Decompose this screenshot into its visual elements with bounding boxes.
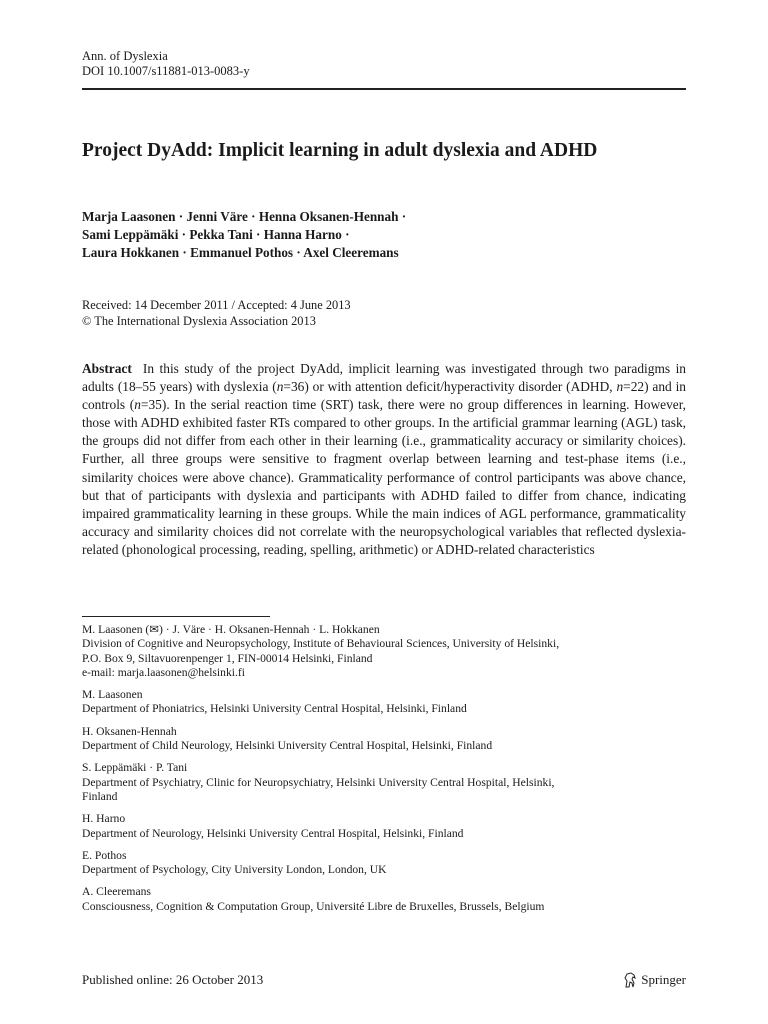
journal-doi: DOI 10.1007/s11881-013-0083-y [82,64,250,78]
affiliation-block [82,885,686,914]
springer-horse-icon [623,972,637,988]
affiliation-line: Division of Cognitive and Neuropsychology, Institute of Behavioural Sciences, University of Helsinki, [82,637,560,651]
affiliation-line: M. Laasonen [82,688,143,702]
affiliation-line: H. Oksanen-Hennah [82,724,177,738]
n-variable: n [616,379,624,395]
affiliation-line: Consciousness, Cognition & Computation Group, Université Libre de Bruxelles, Brussels, Belgium [82,899,545,913]
journal-header [82,49,250,79]
affiliation-line: M. Laasonen (✉) · J. Väre · H. Oksanen-Hennah · L. Hokkanen [82,623,380,636]
affiliation-line: Department of Child Neurology, Helsinki University Central Hospital, Helsinki, Finland [82,739,493,753]
affiliation-line: e-mail: marja.laasonen@helsinki.fi [82,665,245,679]
header-rule [82,88,686,90]
author-list [82,208,686,262]
journal-name: Ann. of Dyslexia [82,49,168,63]
affiliation-line: Department of Phoniatrics, Helsinki University Central Hospital, Helsinki, Finland [82,702,467,716]
abstract-text: =22) and in controls ( [82,379,686,413]
affiliation-line: S. Leppämäki · P. Tani [82,761,188,775]
abstract [82,360,686,559]
affiliation-block [82,688,686,717]
n-variable: n [134,397,141,413]
publisher-logo [623,972,686,988]
affiliation-block [82,761,686,804]
published-online: Published online: 26 October 2013 [82,972,264,987]
received-accepted: Received: 14 December 2011 / Accepted: 4 June 2013 [82,298,351,312]
affiliations [82,623,686,922]
abstract-text: =35). In the serial reaction time (SRT) task, there were no group differences in learning. However, those with ADHD exhibited faster RTs compared to other groups. In the artificial grammar learning (AGL) task, the groups did not differ from each other in their learning (i.e., grammaticality accuracy or similarity choices). Further, all three groups were sensitive to fragment overlap between learning and test-phase items (i.e., similarity choices were above chance). Grammaticality performance of control participants was above chance, but that of participants with dyslexia and participants with ADHD failed to differ from chance, indicating impaired grammaticality learning in these groups. While the main indices of AGL performance, grammaticality accuracy and similarity choices did not correlate with the neuropsychological variables that reflected dyslexia-related (phonological processing, reading, spelling, arithmetic) or ADHD-related characteristics [82,397,686,557]
publisher-name: Springer [641,972,686,987]
footnote-rule [82,616,270,617]
copyright-line: © The International Dyslexia Association 2013 [82,313,316,328]
affiliation-line: A. Cleeremans [82,885,151,899]
affiliation-line: H. Harno [82,812,126,826]
paper-title: Project DyAdd: Implicit learning in adult dyslexia and ADHD [82,140,598,161]
affiliation-line: E. Pothos [82,848,127,862]
affiliation-block [82,623,686,680]
affiliation-line: Department of Psychiatry, Clinic for Neuropsychiatry, Helsinki University Central Hospital, Helsinki, [82,775,555,789]
abstract-label: Abstract [82,361,132,376]
abstract-text: In this study of the project DyAdd, implicit learning was investigated through two paradigms in adults (18–55 years) with dyslexia ( [82,361,686,395]
affiliation-line: Department of Neurology, Helsinki University Central Hospital, Helsinki, Finland [82,826,464,840]
affiliation-line: Finland [82,789,118,803]
affiliation-line: Department of Psychology, City University London, London, UK [82,863,387,877]
author-line: Sami Leppämäki · Pekka Tani · Hanna Harno · [82,227,350,242]
abstract-text: =36) or with attention deficit/hyperactivity disorder (ADHD, [283,379,617,395]
affiliation-block [82,812,686,841]
affiliation-line: P.O. Box 9, Siltavuorenpenger 1, FIN-00014 Helsinki, Finland [82,651,373,665]
author-line: Laura Hokkanen · Emmanuel Pothos · Axel Cleeremans [82,245,399,260]
author-line: Marja Laasonen · Jenni Väre · Henna Oksanen-Hennah · [82,209,407,224]
affiliation-block [82,725,686,754]
n-variable: n [276,379,284,395]
publication-dates [82,298,351,329]
affiliation-block [82,849,686,878]
